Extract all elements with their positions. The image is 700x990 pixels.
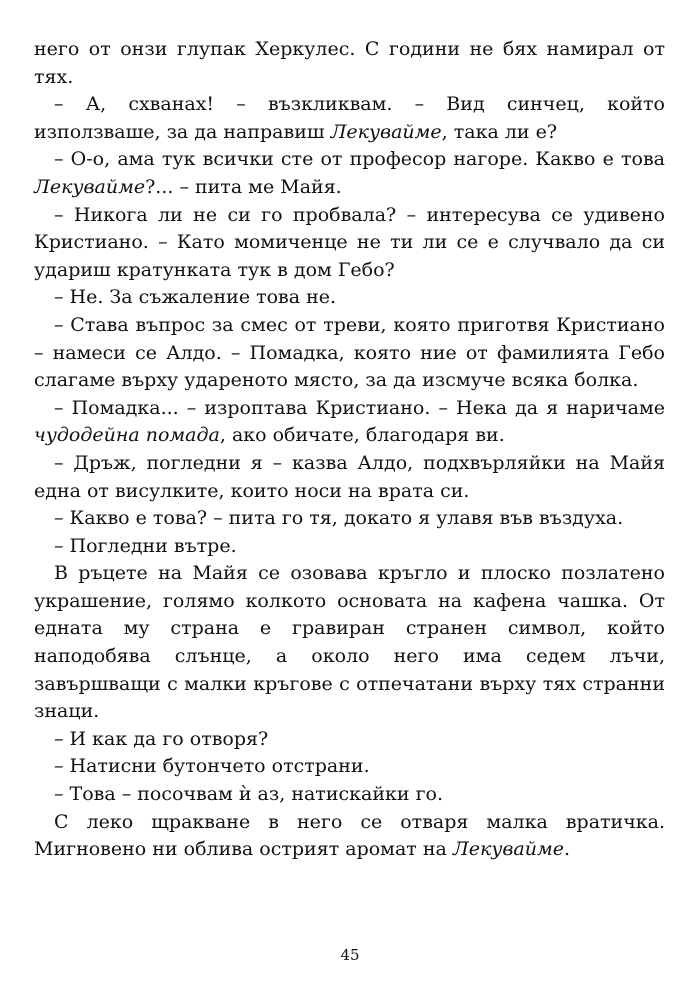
paragraph: – Никога ли не си го пробвала? – интересува се удивено Кристиано. – Като момиченце не ти ли се е случвало да си удариш кратунката тук в дом Гебо? xyxy=(34,203,665,281)
paragraph: – Натисни бутончето отстрани. xyxy=(54,755,370,778)
paragraph: – И как да го отворя? xyxy=(54,727,269,750)
paragraph: – Не. За съжаление това не. xyxy=(54,286,337,309)
paragraph: – Дръж, погледни я – казва Алдо, подхвърляйки на Майя една от висулките, които носи на врата си. xyxy=(34,451,665,502)
paragraph: – О-о, ама тук всички сте от професор нагоре. Какво е това Лекувайме?... – пита ме Майя. xyxy=(34,148,665,198)
paragraph: – Става въпрос за смес от треви, която приготвя Кристиано – намеси се Алдо. – Помадка, която ние от фамилията Гебо слагаме върху удареното място, за да изсмуче всяка болка. xyxy=(34,313,665,392)
paragraph: – Какво е това? – пита го тя, докато я улавя във въздуха. xyxy=(54,507,624,530)
paragraph: – А, схванах! – възкликвам. – Вид синчец, който използваше, за да направиш Лекувайме, така ли е? xyxy=(34,93,665,143)
body-text xyxy=(34,36,665,864)
page-number: 45 xyxy=(340,946,360,964)
paragraph: него от онзи глупак Херкулес. С години не бях намирал от тях. xyxy=(34,38,665,88)
paragraph: – Помадка... – изроптава Кристиано. – Нека да я наричаме чудодейна помада, ако обичате, благодаря ви. xyxy=(34,396,665,447)
paragraph: – Това – посочвам ѝ аз, натискайки го. xyxy=(54,783,443,806)
paragraph: В ръцете на Майя се озовава кръгло и плоско позлатено украшение, голямо колкото основата на кафена чашка. От едната му страна е гравиран странен символ, който наподобява слънце, а около него има седем лъчи, завършващи с малки кръгове с отпечатани върху тях странни знаци. xyxy=(34,562,665,723)
paragraph: – Погледни вътре. xyxy=(54,534,237,557)
paragraph: С леко щракване в него се отваря малка вратичка. Мигновено ни облива острият аромат на Лекувайме. xyxy=(34,810,665,861)
